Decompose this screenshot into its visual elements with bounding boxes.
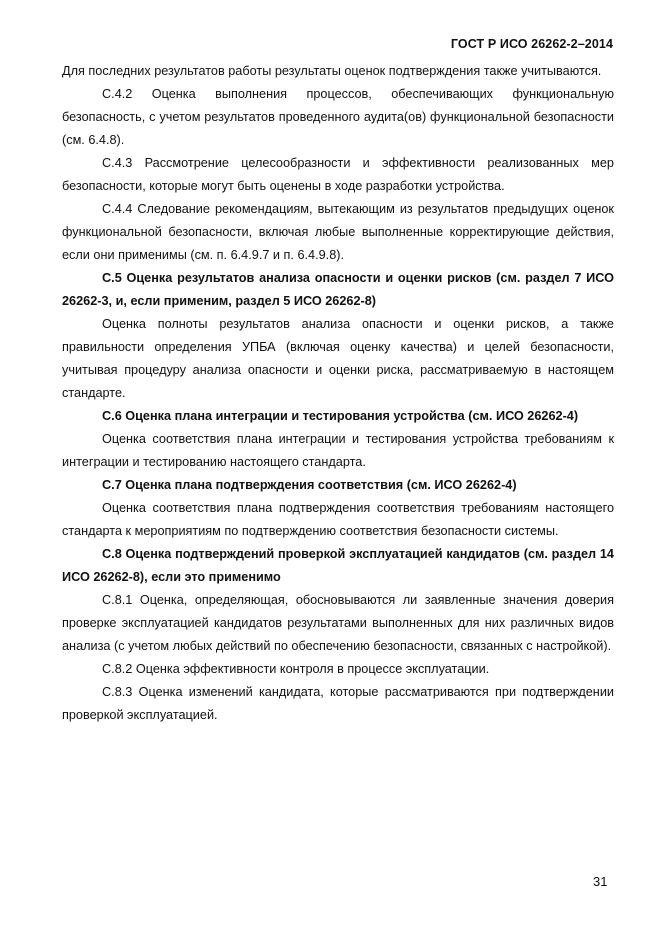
paragraph-c-8-3: С.8.3 Оценка изменений кандидата, которые рассматриваются при подтверждении проверкой эксплуатацией. (62, 685, 614, 722)
paragraph-c-4-4: С.4.4 Следование рекомендациям, вытекающим из результатов предыдущих оценок функциональной безопасности, включая любые выполненные корректирующие действия, если они применимы (см. п. 6.4.9.7 и п. 6.4.9.8). (62, 202, 614, 262)
section-heading-c-7: С.7 Оценка плана подтверждения соответствия (см. ИСО 26262-4) (102, 478, 517, 492)
paragraph-c-4-2: С.4.2 Оценка выполнения процессов, обеспечивающих функциональную безопасность, с учетом результатов проведенного аудита(ов) функциональной безопасности (см. 6.4.8). (62, 87, 614, 147)
section-heading-c-5: С.5 Оценка результатов анализа опасности и оценки рисков (см. раздел 7 ИСО 26262-3, и, если применим, раздел 5 ИСО 26262-8) (62, 271, 614, 308)
section-heading-c-8: С.8 Оценка подтверждений проверкой эксплуатацией кандидатов (см. раздел 14 ИСО 26262-8), если это применимо (62, 547, 614, 584)
paragraph-c-4-3: С.4.3 Рассмотрение целесообразности и эффективности реализованных мер безопасности, которые могут быть оценены в ходе разработки устройства. (62, 156, 614, 193)
document-header: ГОСТ Р ИСО 26262-2–2014 (450, 37, 613, 51)
paragraph-continuation: Для последних результатов работы результаты оценок подтверждения также учитываются. (62, 64, 602, 78)
paragraph-c-5-body: Оценка полноты результатов анализа опасности и оценки рисков, а также правильности определения УПБА (включая оценку качества) и целей безопасности, учитывая процедуру анализа опасности и оценки риска, рассматриваемую в настоящем стандарте. (62, 317, 614, 400)
paragraph-c-8-2: С.8.2 Оценка эффективности контроля в процессе эксплуатации. (102, 662, 490, 676)
document-body (62, 60, 614, 727)
paragraph-c-6-body: Оценка соответствия плана интеграции и тестирования устройства требованиям к интеграции и тестированию настоящего стандарта. (62, 432, 614, 469)
paragraph-c-8-1: С.8.1 Оценка, определяющая, обосновываются ли заявленные значения доверия проверке эксплуатацией кандидатов результатами выполненных для них различных видов анализа (с учетом любых действий по обеспечению безопасности, связанных с настройкой). (62, 593, 614, 653)
paragraph-c-7-body: Оценка соответствия плана подтверждения соответствия требованиям настоящего стандарта к мероприятиям по подтверждению соответствия безопасности системы. (62, 501, 614, 538)
section-heading-c-6: С.6 Оценка плана интеграции и тестирования устройства (см. ИСО 26262-4) (102, 409, 579, 423)
page-number: 31 (593, 874, 608, 889)
